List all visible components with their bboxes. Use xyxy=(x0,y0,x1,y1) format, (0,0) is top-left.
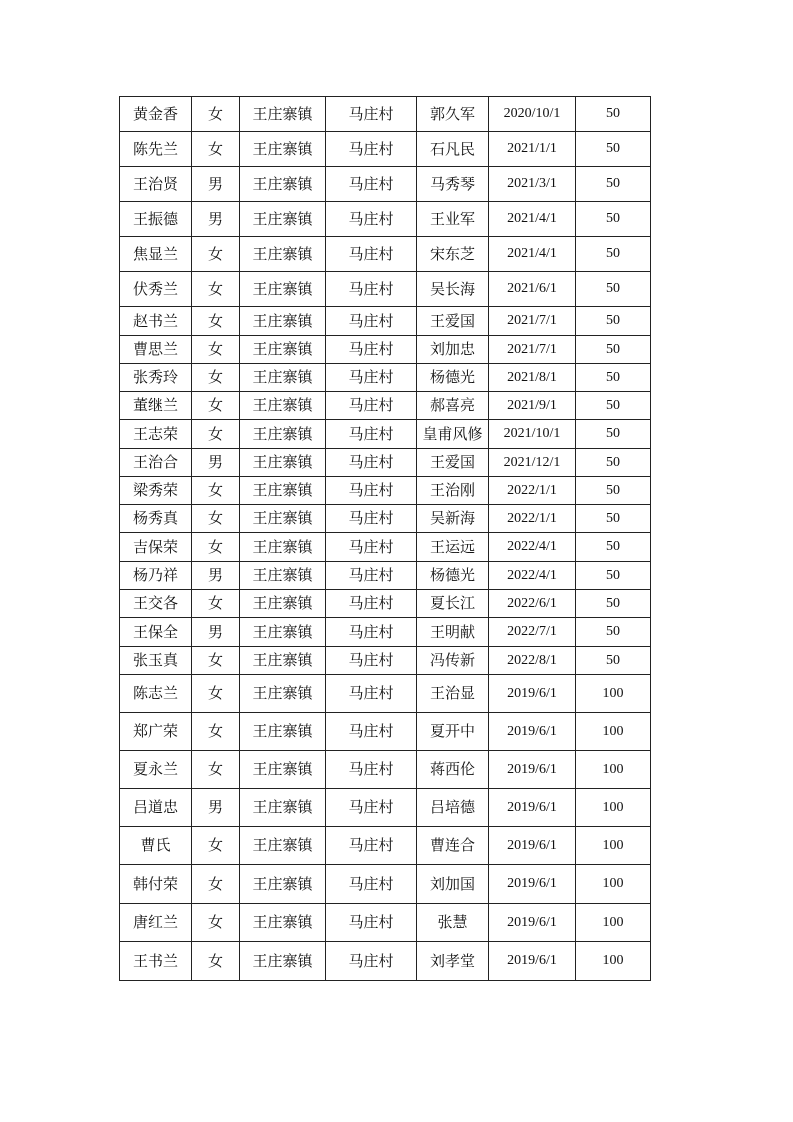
date-cell: 2022/4/1 xyxy=(489,533,576,562)
amount-cell: 50 xyxy=(576,533,651,562)
village-cell: 马庄村 xyxy=(326,167,417,202)
guardian-cell: 王爱国 xyxy=(417,449,489,477)
village-cell: 马庄村 xyxy=(326,713,417,751)
guardian-cell: 刘加忠 xyxy=(417,336,489,364)
table-row xyxy=(120,392,651,420)
date-cell: 2021/4/1 xyxy=(489,237,576,272)
village-cell: 马庄村 xyxy=(326,202,417,237)
village-cell: 马庄村 xyxy=(326,477,417,505)
town-cell: 王庄寨镇 xyxy=(240,132,326,167)
amount-cell: 50 xyxy=(576,562,651,590)
gender-cell: 女 xyxy=(192,590,240,618)
town-cell: 王庄寨镇 xyxy=(240,865,326,904)
amount-cell: 100 xyxy=(576,751,651,789)
table-row xyxy=(120,675,651,713)
table-row xyxy=(120,449,651,477)
village-cell: 马庄村 xyxy=(326,827,417,865)
guardian-cell: 夏长江 xyxy=(417,590,489,618)
name-cell: 韩付荣 xyxy=(120,865,192,904)
gender-cell: 女 xyxy=(192,904,240,942)
table-row xyxy=(120,132,651,167)
date-cell: 2022/1/1 xyxy=(489,505,576,533)
amount-cell: 100 xyxy=(576,713,651,751)
guardian-cell: 冯传新 xyxy=(417,647,489,675)
guardian-cell: 王运远 xyxy=(417,533,489,562)
amount-cell: 100 xyxy=(576,942,651,981)
name-cell: 王治贤 xyxy=(120,167,192,202)
amount-cell: 50 xyxy=(576,505,651,533)
gender-cell: 男 xyxy=(192,618,240,647)
date-cell: 2021/3/1 xyxy=(489,167,576,202)
gender-cell: 女 xyxy=(192,751,240,789)
gender-cell: 女 xyxy=(192,865,240,904)
gender-cell: 男 xyxy=(192,562,240,590)
gender-cell: 女 xyxy=(192,647,240,675)
name-cell: 吉保荣 xyxy=(120,533,192,562)
date-cell: 2021/6/1 xyxy=(489,272,576,307)
date-cell: 2019/6/1 xyxy=(489,865,576,904)
town-cell: 王庄寨镇 xyxy=(240,713,326,751)
village-cell: 马庄村 xyxy=(326,392,417,420)
amount-cell: 50 xyxy=(576,237,651,272)
amount-cell: 50 xyxy=(576,420,651,449)
village-cell: 马庄村 xyxy=(326,904,417,942)
table-row xyxy=(120,533,651,562)
amount-cell: 50 xyxy=(576,307,651,336)
date-cell: 2019/6/1 xyxy=(489,904,576,942)
gender-cell: 女 xyxy=(192,132,240,167)
amount-cell: 50 xyxy=(576,477,651,505)
gender-cell: 女 xyxy=(192,97,240,132)
name-cell: 张玉真 xyxy=(120,647,192,675)
town-cell: 王庄寨镇 xyxy=(240,392,326,420)
amount-cell: 100 xyxy=(576,675,651,713)
guardian-cell: 张慧 xyxy=(417,904,489,942)
records-table xyxy=(119,96,651,981)
village-cell: 马庄村 xyxy=(326,562,417,590)
town-cell: 王庄寨镇 xyxy=(240,789,326,827)
town-cell: 王庄寨镇 xyxy=(240,647,326,675)
gender-cell: 女 xyxy=(192,477,240,505)
table-row xyxy=(120,237,651,272)
date-cell: 2021/7/1 xyxy=(489,336,576,364)
amount-cell: 100 xyxy=(576,789,651,827)
table-row xyxy=(120,789,651,827)
village-cell: 马庄村 xyxy=(326,364,417,392)
gender-cell: 男 xyxy=(192,202,240,237)
town-cell: 王庄寨镇 xyxy=(240,675,326,713)
name-cell: 曹思兰 xyxy=(120,336,192,364)
guardian-cell: 吴新海 xyxy=(417,505,489,533)
guardian-cell: 王业军 xyxy=(417,202,489,237)
amount-cell: 50 xyxy=(576,590,651,618)
gender-cell: 女 xyxy=(192,827,240,865)
village-cell: 马庄村 xyxy=(326,132,417,167)
records-body xyxy=(120,97,651,981)
guardian-cell: 石凡民 xyxy=(417,132,489,167)
table-row xyxy=(120,647,651,675)
town-cell: 王庄寨镇 xyxy=(240,202,326,237)
name-cell: 王保全 xyxy=(120,618,192,647)
date-cell: 2022/8/1 xyxy=(489,647,576,675)
town-cell: 王庄寨镇 xyxy=(240,533,326,562)
date-cell: 2019/6/1 xyxy=(489,675,576,713)
name-cell: 赵书兰 xyxy=(120,307,192,336)
town-cell: 王庄寨镇 xyxy=(240,904,326,942)
village-cell: 马庄村 xyxy=(326,336,417,364)
village-cell: 马庄村 xyxy=(326,505,417,533)
town-cell: 王庄寨镇 xyxy=(240,237,326,272)
date-cell: 2022/1/1 xyxy=(489,477,576,505)
village-cell: 马庄村 xyxy=(326,618,417,647)
name-cell: 陈先兰 xyxy=(120,132,192,167)
amount-cell: 50 xyxy=(576,647,651,675)
guardian-cell: 杨德光 xyxy=(417,562,489,590)
table-row xyxy=(120,865,651,904)
name-cell: 梁秀荣 xyxy=(120,477,192,505)
gender-cell: 男 xyxy=(192,167,240,202)
town-cell: 王庄寨镇 xyxy=(240,751,326,789)
guardian-cell: 郝喜亮 xyxy=(417,392,489,420)
town-cell: 王庄寨镇 xyxy=(240,618,326,647)
village-cell: 马庄村 xyxy=(326,307,417,336)
gender-cell: 男 xyxy=(192,449,240,477)
guardian-cell: 吕培德 xyxy=(417,789,489,827)
name-cell: 郑广荣 xyxy=(120,713,192,751)
table-row xyxy=(120,202,651,237)
table-row xyxy=(120,590,651,618)
name-cell: 杨秀真 xyxy=(120,505,192,533)
town-cell: 王庄寨镇 xyxy=(240,505,326,533)
table-row xyxy=(120,713,651,751)
village-cell: 马庄村 xyxy=(326,647,417,675)
name-cell: 焦显兰 xyxy=(120,237,192,272)
name-cell: 伏秀兰 xyxy=(120,272,192,307)
town-cell: 王庄寨镇 xyxy=(240,272,326,307)
village-cell: 马庄村 xyxy=(326,942,417,981)
village-cell: 马庄村 xyxy=(326,675,417,713)
amount-cell: 50 xyxy=(576,364,651,392)
town-cell: 王庄寨镇 xyxy=(240,942,326,981)
table-row xyxy=(120,751,651,789)
gender-cell: 女 xyxy=(192,713,240,751)
gender-cell: 女 xyxy=(192,307,240,336)
name-cell: 王振德 xyxy=(120,202,192,237)
guardian-cell: 宋东芝 xyxy=(417,237,489,272)
date-cell: 2022/4/1 xyxy=(489,562,576,590)
gender-cell: 女 xyxy=(192,533,240,562)
date-cell: 2021/7/1 xyxy=(489,307,576,336)
town-cell: 王庄寨镇 xyxy=(240,449,326,477)
amount-cell: 50 xyxy=(576,272,651,307)
gender-cell: 女 xyxy=(192,420,240,449)
village-cell: 马庄村 xyxy=(326,533,417,562)
amount-cell: 50 xyxy=(576,618,651,647)
gender-cell: 女 xyxy=(192,272,240,307)
gender-cell: 女 xyxy=(192,675,240,713)
date-cell: 2019/6/1 xyxy=(489,751,576,789)
name-cell: 吕道忠 xyxy=(120,789,192,827)
gender-cell: 女 xyxy=(192,392,240,420)
gender-cell: 女 xyxy=(192,505,240,533)
date-cell: 2021/4/1 xyxy=(489,202,576,237)
village-cell: 马庄村 xyxy=(326,420,417,449)
guardian-cell: 蒋西伦 xyxy=(417,751,489,789)
amount-cell: 100 xyxy=(576,904,651,942)
guardian-cell: 刘孝堂 xyxy=(417,942,489,981)
table-row xyxy=(120,364,651,392)
amount-cell: 100 xyxy=(576,865,651,904)
guardian-cell: 马秀琴 xyxy=(417,167,489,202)
name-cell: 王治合 xyxy=(120,449,192,477)
village-cell: 马庄村 xyxy=(326,789,417,827)
date-cell: 2019/6/1 xyxy=(489,827,576,865)
table-row xyxy=(120,97,651,132)
date-cell: 2021/12/1 xyxy=(489,449,576,477)
date-cell: 2022/6/1 xyxy=(489,590,576,618)
name-cell: 王志荣 xyxy=(120,420,192,449)
date-cell: 2019/6/1 xyxy=(489,789,576,827)
table-row xyxy=(120,477,651,505)
guardian-cell: 王明献 xyxy=(417,618,489,647)
guardian-cell: 王治显 xyxy=(417,675,489,713)
village-cell: 马庄村 xyxy=(326,97,417,132)
table-row xyxy=(120,562,651,590)
amount-cell: 50 xyxy=(576,202,651,237)
town-cell: 王庄寨镇 xyxy=(240,477,326,505)
table-row xyxy=(120,942,651,981)
name-cell: 黄金香 xyxy=(120,97,192,132)
amount-cell: 50 xyxy=(576,449,651,477)
amount-cell: 50 xyxy=(576,132,651,167)
table-row xyxy=(120,618,651,647)
name-cell: 陈志兰 xyxy=(120,675,192,713)
town-cell: 王庄寨镇 xyxy=(240,97,326,132)
date-cell: 2021/10/1 xyxy=(489,420,576,449)
guardian-cell: 夏开中 xyxy=(417,713,489,751)
name-cell: 王书兰 xyxy=(120,942,192,981)
town-cell: 王庄寨镇 xyxy=(240,420,326,449)
guardian-cell: 王治刚 xyxy=(417,477,489,505)
table-row xyxy=(120,336,651,364)
gender-cell: 女 xyxy=(192,336,240,364)
village-cell: 马庄村 xyxy=(326,590,417,618)
table-row xyxy=(120,904,651,942)
name-cell: 杨乃祥 xyxy=(120,562,192,590)
date-cell: 2022/7/1 xyxy=(489,618,576,647)
guardian-cell: 曹连合 xyxy=(417,827,489,865)
amount-cell: 50 xyxy=(576,167,651,202)
village-cell: 马庄村 xyxy=(326,751,417,789)
gender-cell: 女 xyxy=(192,942,240,981)
town-cell: 王庄寨镇 xyxy=(240,562,326,590)
amount-cell: 50 xyxy=(576,392,651,420)
town-cell: 王庄寨镇 xyxy=(240,827,326,865)
town-cell: 王庄寨镇 xyxy=(240,307,326,336)
table-row xyxy=(120,827,651,865)
date-cell: 2019/6/1 xyxy=(489,713,576,751)
town-cell: 王庄寨镇 xyxy=(240,590,326,618)
guardian-cell: 郭久军 xyxy=(417,97,489,132)
amount-cell: 50 xyxy=(576,336,651,364)
amount-cell: 50 xyxy=(576,97,651,132)
table-row xyxy=(120,420,651,449)
guardian-cell: 皇甫风修 xyxy=(417,420,489,449)
town-cell: 王庄寨镇 xyxy=(240,336,326,364)
guardian-cell: 刘加国 xyxy=(417,865,489,904)
date-cell: 2020/10/1 xyxy=(489,97,576,132)
village-cell: 马庄村 xyxy=(326,865,417,904)
village-cell: 马庄村 xyxy=(326,449,417,477)
name-cell: 王交各 xyxy=(120,590,192,618)
table-row xyxy=(120,505,651,533)
guardian-cell: 吴长海 xyxy=(417,272,489,307)
date-cell: 2021/1/1 xyxy=(489,132,576,167)
town-cell: 王庄寨镇 xyxy=(240,167,326,202)
table-row xyxy=(120,272,651,307)
name-cell: 张秀玲 xyxy=(120,364,192,392)
gender-cell: 女 xyxy=(192,364,240,392)
gender-cell: 男 xyxy=(192,789,240,827)
gender-cell: 女 xyxy=(192,237,240,272)
name-cell: 夏永兰 xyxy=(120,751,192,789)
name-cell: 曹氏 xyxy=(120,827,192,865)
date-cell: 2021/8/1 xyxy=(489,364,576,392)
town-cell: 王庄寨镇 xyxy=(240,364,326,392)
name-cell: 董继兰 xyxy=(120,392,192,420)
date-cell: 2021/9/1 xyxy=(489,392,576,420)
table-row xyxy=(120,167,651,202)
date-cell: 2019/6/1 xyxy=(489,942,576,981)
guardian-cell: 王爱国 xyxy=(417,307,489,336)
village-cell: 马庄村 xyxy=(326,237,417,272)
guardian-cell: 杨德光 xyxy=(417,364,489,392)
village-cell: 马庄村 xyxy=(326,272,417,307)
table-row xyxy=(120,307,651,336)
name-cell: 唐红兰 xyxy=(120,904,192,942)
amount-cell: 100 xyxy=(576,827,651,865)
